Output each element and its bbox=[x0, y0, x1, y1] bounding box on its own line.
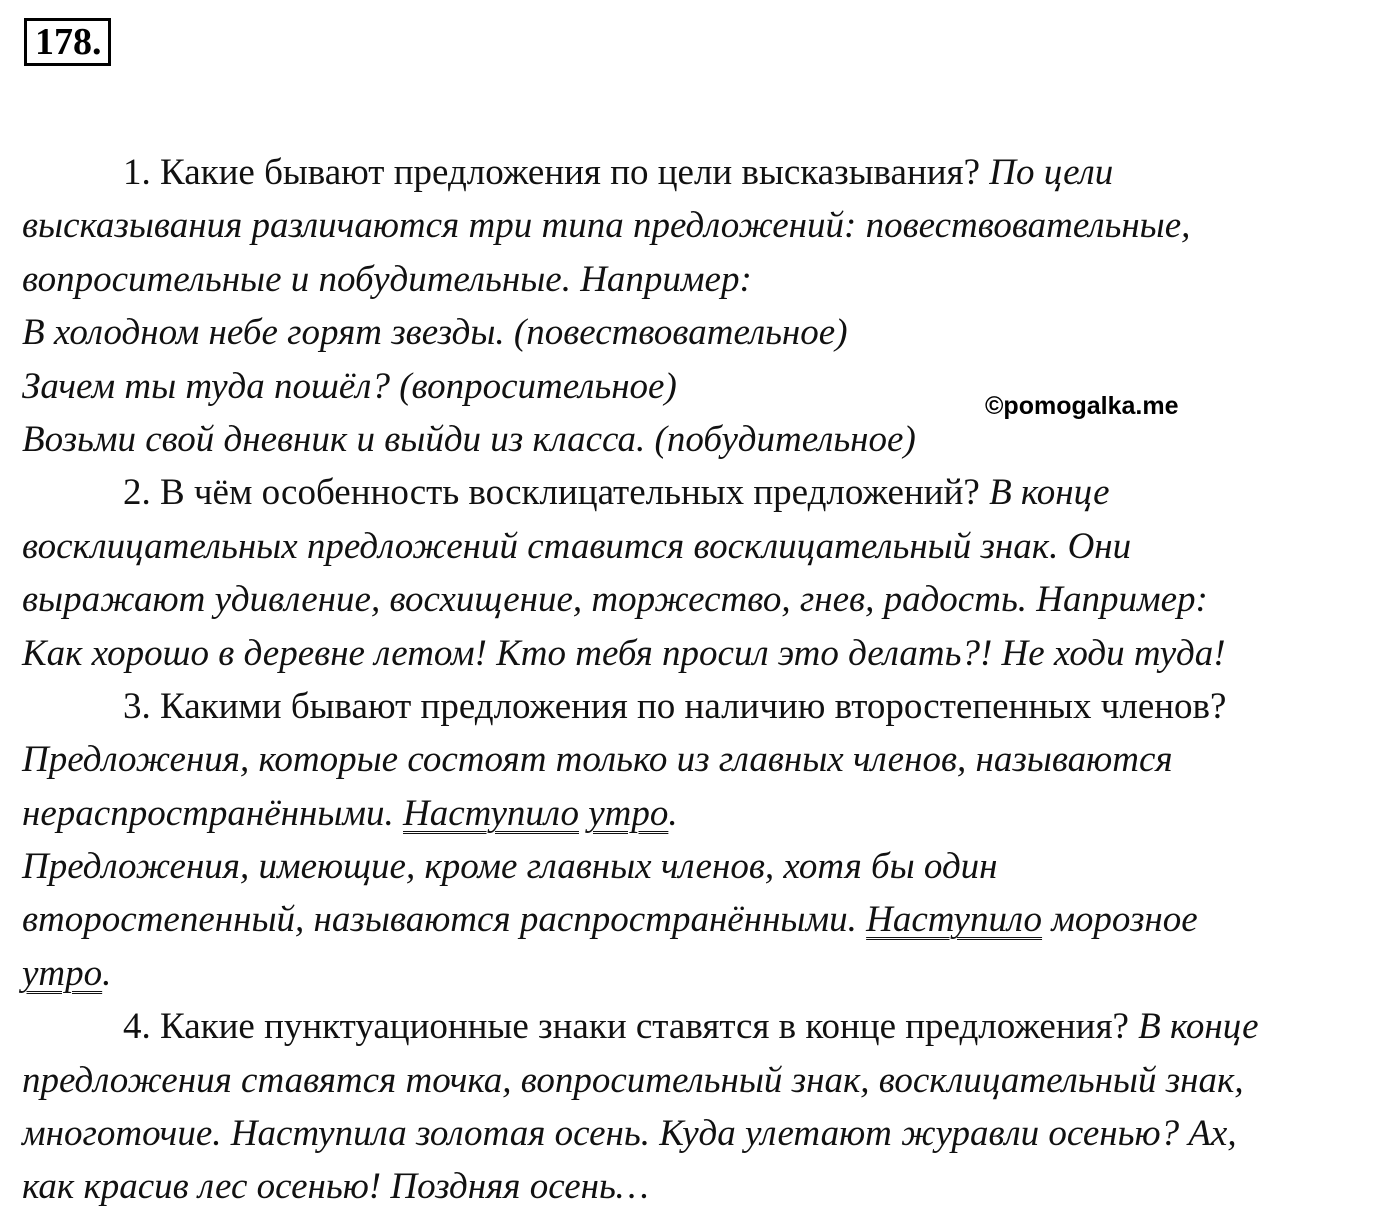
answer-4-line-3: многоточие. Наступила золотая осень. Куда улетают журавли осенью? Ах, bbox=[22, 1113, 1237, 1155]
watermark: ©pomogalka.me bbox=[985, 392, 1179, 420]
sentence-end: . bbox=[102, 952, 112, 994]
paragraph-line bbox=[22, 1000, 1382, 1053]
task-number: 178. bbox=[24, 18, 111, 66]
example-sentence-2: Зачем ты туда пошёл? (вопросительное) bbox=[22, 365, 677, 407]
answer-1-line-3: вопросительные и побудительные. Например: bbox=[22, 258, 752, 300]
answer-3-line-6 bbox=[22, 947, 1382, 1000]
answer-2-line-3: выражают удивление, восхищение, торжество, гнев, радость. Например: bbox=[22, 579, 1208, 621]
question-4: 4. Какие пунктуационные знаки ставятся в конце предложения? bbox=[123, 1006, 1129, 1048]
answer-3-line-2: Предложения, которые состоят только из главных членов, называются bbox=[22, 739, 1173, 781]
answer-2-start: В конце bbox=[989, 472, 1110, 514]
predicate-underlined: Наступило bbox=[866, 899, 1043, 941]
answer-text bbox=[22, 146, 1382, 1214]
subject-underlined: утро bbox=[22, 952, 103, 994]
subject-underlined: утро bbox=[588, 792, 669, 834]
answer-1-start: По цели bbox=[989, 152, 1114, 193]
answer-3-line-5 bbox=[22, 893, 1382, 946]
paragraph-line bbox=[22, 466, 1382, 519]
predicate-underlined: Наступило bbox=[403, 792, 579, 834]
answer-3-term-2: второстепенный, называются распространёнными. bbox=[22, 899, 857, 941]
answer-1-line-2: высказывания различаются три типа предложений: повествовательные, bbox=[22, 205, 1191, 247]
sentence-end: . bbox=[668, 792, 678, 834]
modifier-word: морозное bbox=[1051, 899, 1198, 941]
answer-3-term-1: нераспространёнными. bbox=[22, 792, 394, 834]
answer-3-line-3 bbox=[22, 787, 1382, 840]
answer-4-line-2: предложения ставятся точка, вопросительный знак, восклицательный знак, bbox=[22, 1059, 1244, 1101]
answer-3-line-4: Предложения, имеющие, кроме главных членов, хотя бы один bbox=[22, 846, 998, 888]
example-sentence-3: Возьми свой дневник и выйди из класса. (побудительное) bbox=[22, 418, 916, 460]
answer-4-start: В конце bbox=[1138, 1006, 1259, 1048]
answer-2-line-4: Как хорошо в деревне летом! Кто тебя просил это делать?! Не ходи туда! bbox=[22, 632, 1226, 674]
question-3: 3. Какими бывают предложения по наличию второстепенных членов? bbox=[123, 685, 1227, 727]
question-2: 2. В чём особенность восклицательных предложений? bbox=[123, 472, 980, 514]
answer-4-line-4: как красив лес осенью! Поздняя осень… bbox=[22, 1166, 649, 1208]
example-sentence-1: В холодном небе горят звезды. (повествовательное) bbox=[22, 312, 848, 354]
paragraph-line bbox=[22, 146, 1382, 199]
question-1: 1. Какие бывают предложения по цели высказывания? bbox=[123, 152, 980, 193]
answer-2-line-2: восклицательных предложений ставится восклицательный знак. Они bbox=[22, 525, 1132, 567]
